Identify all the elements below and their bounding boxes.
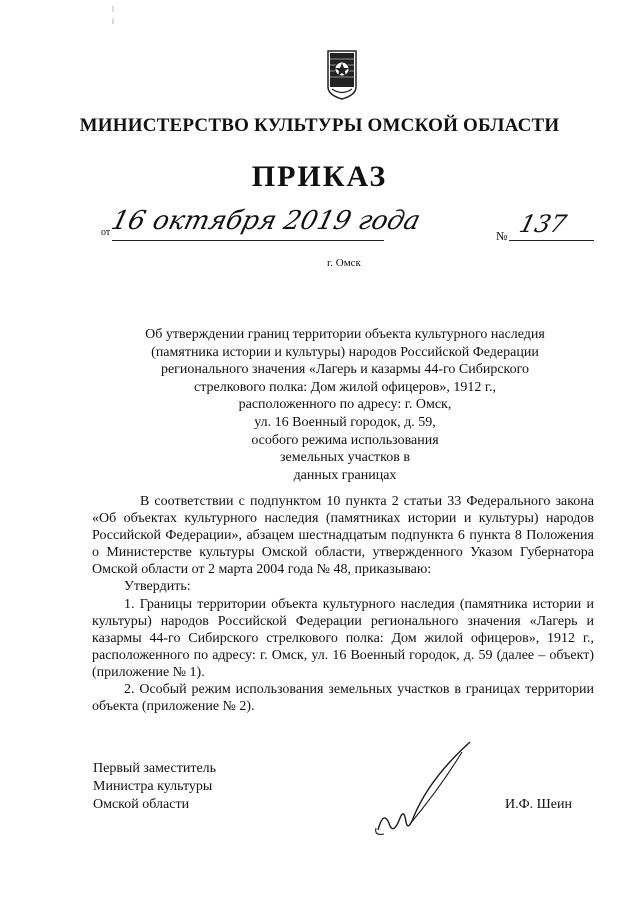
margin-mark — [111, 6, 115, 30]
signatory-name: И.Ф. Шеин — [505, 797, 572, 812]
order-subject — [100, 326, 590, 484]
position-line: Первый заместитель — [93, 761, 217, 776]
preamble-paragraph: В соответствии с подпунктом 10 пункта 2 статьи 33 Федерального закона «Об объектах культурного наследия (памятниках истории и культуры) народов Российской Федерации», абзацем шестнадцатым подпункта 6 пункта 8 Положения о Министерстве культуры Омской области, утвержденного Указом Губернатора Омской области от 2 марта 2004 года № 48, приказываю: — [92, 494, 594, 578]
date-underline — [112, 240, 384, 241]
number-label: № — [496, 229, 508, 243]
subject-line: особого режима использования — [251, 432, 439, 448]
subject-line: земельных участков в — [280, 450, 410, 466]
subject-line: регионального значения «Лагерь и казармы 44-го Сибирского — [160, 362, 530, 378]
position-line: Министра культуры — [93, 779, 213, 794]
signatory-position — [93, 760, 216, 814]
city-label: г. Омск — [327, 257, 361, 269]
date-handwritten: 16 октября 2019 года — [108, 206, 424, 236]
number-handwritten: 137 — [516, 210, 570, 238]
document-type-title: ПРИКАЗ — [251, 160, 388, 193]
handwritten-signature — [370, 738, 480, 848]
subject-line: Об утверждении границ территории объекта культурного наследия — [145, 327, 545, 342]
approve-line: Утвердить: — [124, 579, 191, 595]
item-1-paragraph: 1. Границы территории объекта культурного наследия (памятника истории и культуры) народов Российской Федерации регионального значения «Лагерь и казармы 44-го Сибирского стрелкового полка: Дом жилой офицеров», 1912 г., расположенного по адресу: г. Омск, ул. 16 Военный городок, д. 59 (далее – объект) (приложение № 1). — [92, 596, 594, 680]
coat-of-arms-icon — [326, 49, 358, 101]
subject-line: стрелкового полка: Дом жилой офицеров», 1912 г., — [193, 379, 497, 395]
ministry-name: МИНИСТЕРСТВО КУЛЬТУРЫ ОМСКОЙ ОБЛАСТИ — [79, 115, 560, 136]
position-line: Омской области — [93, 797, 190, 812]
subject-line: ул. 16 Военный городок, д. 59, — [254, 414, 436, 430]
subject-line: (памятника истории и культуры) народов Российской Федерации — [151, 344, 539, 360]
date-label: от — [101, 227, 111, 238]
item-2-paragraph: 2. Особый режим использования земельных участков в границах территории объекта (приложение № 2). — [92, 682, 594, 715]
subject-line: данных границах — [293, 467, 397, 483]
subject-line: расположенного по адресу: г. Омск, — [238, 397, 452, 413]
order-body — [92, 493, 594, 715]
number-underline — [509, 240, 594, 241]
